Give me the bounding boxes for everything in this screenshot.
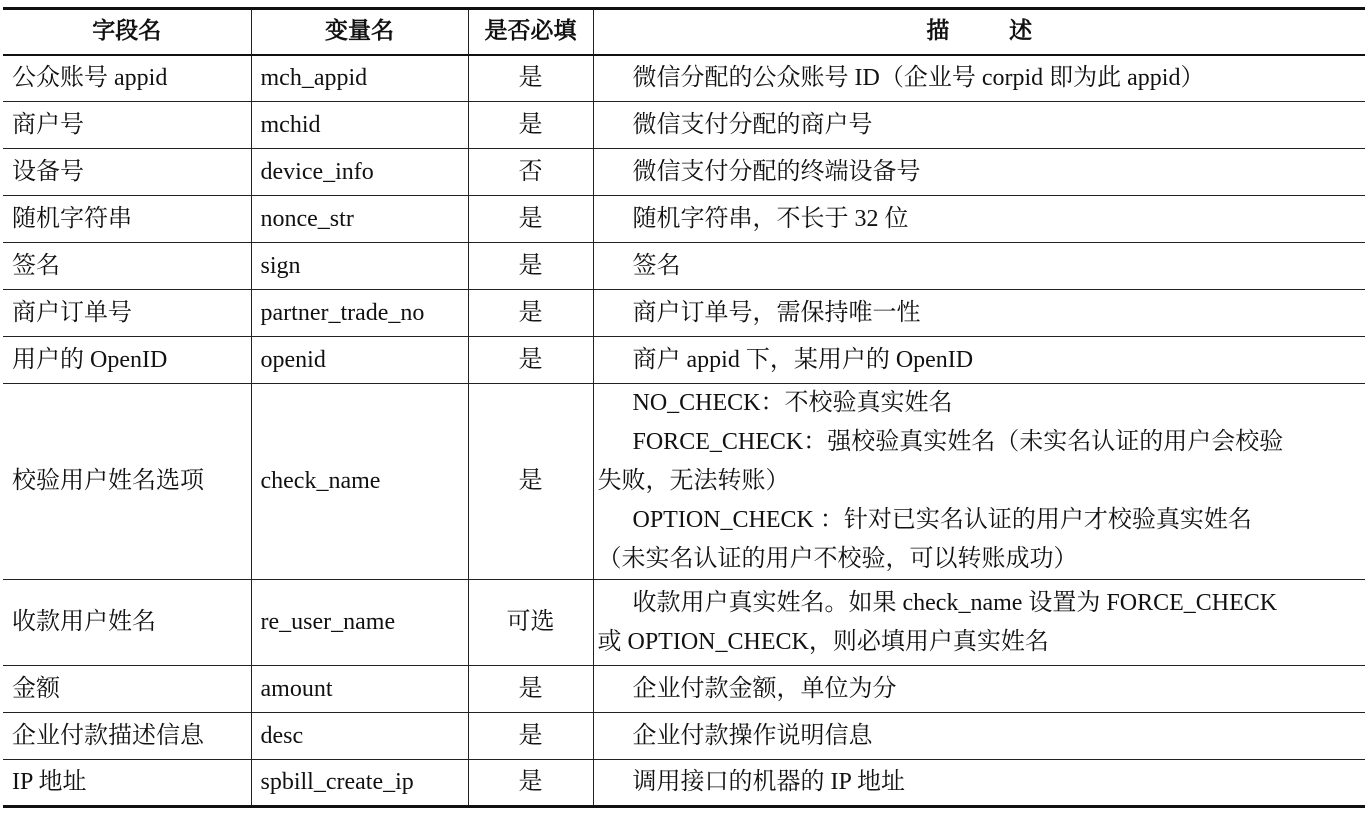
table-row — [3, 243, 1365, 290]
description-line: 失败，无法转账） — [597, 468, 790, 494]
description-line: FORCE_CHECK：强校验真实姓名（未实名认证的用户会校验 — [632, 429, 1284, 455]
required-cell: 是 — [468, 102, 593, 149]
description-cell — [593, 196, 1365, 243]
table-row — [3, 196, 1365, 243]
required-cell: 是 — [468, 384, 593, 580]
table-body — [3, 55, 1365, 807]
required-cell: 是 — [468, 55, 593, 102]
table-row — [3, 580, 1365, 666]
description-line: 企业付款金额，单位为分 — [632, 675, 897, 702]
field-name-cell: IP 地址 — [3, 760, 251, 807]
table-row — [3, 713, 1365, 760]
variable-name-cell: partner_trade_no — [251, 290, 468, 337]
description-line: 随机字符串，不长于 32 位 — [632, 205, 909, 232]
required-cell: 是 — [468, 290, 593, 337]
table-row — [3, 290, 1365, 337]
description-line: OPTION_CHECK ：针对已实名认证的用户才校验真实姓名 — [632, 507, 1252, 533]
required-cell: 可选 — [468, 580, 593, 666]
field-name-cell: 用户的 OpenID — [3, 337, 251, 384]
description-line: 商户订单号，需保持唯一性 — [632, 299, 921, 326]
description-cell — [593, 384, 1365, 580]
description-line: 或 OPTION_CHECK，则必填用户真实姓名 — [597, 628, 1049, 655]
description-line: 微信支付分配的终端设备号 — [632, 158, 921, 185]
description-line: 收款用户真实姓名。如果 check_name 设置为 FORCE_CHECK — [632, 589, 1278, 616]
variable-name-cell: amount — [251, 666, 468, 713]
required-cell: 是 — [468, 760, 593, 807]
header-row — [3, 9, 1365, 55]
variable-name-cell: spbill_create_ip — [251, 760, 468, 807]
table-row — [3, 760, 1365, 807]
field-name-cell: 公众账号 appid — [3, 55, 251, 102]
table-row — [3, 149, 1365, 196]
field-name-cell: 收款用户姓名 — [3, 580, 251, 666]
parameter-table — [3, 7, 1365, 808]
description-line: 企业付款操作说明信息 — [632, 722, 873, 749]
required-cell: 是 — [468, 713, 593, 760]
variable-name-cell: openid — [251, 337, 468, 384]
description-cell — [593, 102, 1365, 149]
variable-name-cell: desc — [251, 713, 468, 760]
description-cell — [593, 243, 1365, 290]
field-name-cell: 随机字符串 — [3, 196, 251, 243]
header-field-name: 字段名 — [3, 9, 251, 55]
table-row — [3, 337, 1365, 384]
required-cell: 是 — [468, 666, 593, 713]
description-line: （未实名认证的用户不校验，可以转账成功） — [597, 546, 1078, 572]
variable-name-cell: check_name — [251, 384, 468, 580]
table-row — [3, 55, 1365, 102]
variable-name-cell: device_info — [251, 149, 468, 196]
description-line: 微信支付分配的商户号 — [632, 111, 873, 138]
required-cell: 否 — [468, 149, 593, 196]
required-cell: 是 — [468, 196, 593, 243]
field-name-cell: 企业付款描述信息 — [3, 713, 251, 760]
header-description: 描述 — [593, 9, 1365, 55]
description-line: NO_CHECK：不校验真实姓名 — [632, 390, 953, 416]
description-line: 商户 appid 下，某用户的 OpenID — [632, 346, 974, 373]
description-line: 签名 — [632, 252, 681, 279]
variable-name-cell: re_user_name — [251, 580, 468, 666]
description-cell — [593, 713, 1365, 760]
description-cell — [593, 149, 1365, 196]
field-name-cell: 商户订单号 — [3, 290, 251, 337]
variable-name-cell: sign — [251, 243, 468, 290]
description-cell — [593, 337, 1365, 384]
variable-name-cell: mch_appid — [251, 55, 468, 102]
table-row — [3, 384, 1365, 580]
field-name-cell: 设备号 — [3, 149, 251, 196]
field-name-cell: 签名 — [3, 243, 251, 290]
table-row — [3, 666, 1365, 713]
variable-name-cell: nonce_str — [251, 196, 468, 243]
description-line: 微信分配的公众账号 ID（企业号 corpid 即为此 appid） — [632, 64, 1205, 91]
field-name-cell: 金额 — [3, 666, 251, 713]
required-cell: 是 — [468, 243, 593, 290]
field-name-cell: 校验用户姓名选项 — [3, 384, 251, 580]
field-name-cell: 商户号 — [3, 102, 251, 149]
required-cell: 是 — [468, 337, 593, 384]
description-cell — [593, 760, 1365, 807]
variable-name-cell: mchid — [251, 102, 468, 149]
header-variable-name: 变量名 — [251, 9, 468, 55]
table-row — [3, 102, 1365, 149]
description-line: 调用接口的机器的 IP 地址 — [632, 769, 905, 795]
description-cell — [593, 55, 1365, 102]
header-required: 是否必填 — [468, 9, 593, 55]
description-cell — [593, 666, 1365, 713]
description-cell — [593, 290, 1365, 337]
description-cell — [593, 580, 1365, 666]
